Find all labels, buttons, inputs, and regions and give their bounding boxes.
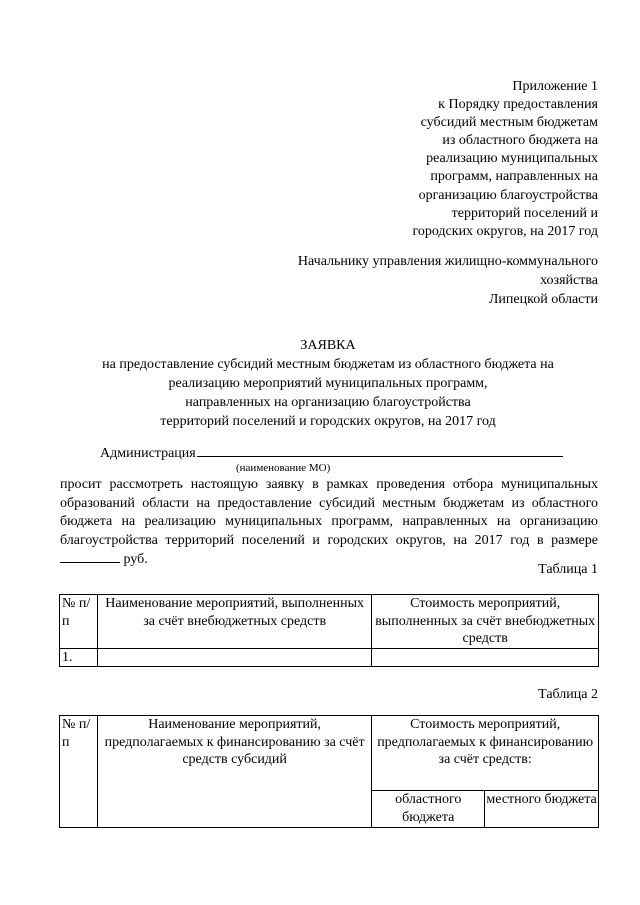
addressee-line: Начальнику управления жилищно-коммунального [297,254,598,269]
appendix-line: организацию благоустройства [418,187,598,203]
table2-label: Таблица 2 [538,687,598,702]
table1-cell [372,648,599,667]
table1-header-cell: Наименование мероприятий, выполненных за счёт внебюджетных средств [97,595,371,649]
administration-label: Администрация [100,446,196,461]
appendix-line: городских округов, на 2017 год [412,223,598,239]
table2-subheader-cell: областного бюджета [372,791,485,828]
appendix-block [338,78,598,241]
title-heading: ЗАЯВКА [300,338,356,353]
addressee-line: Липецкой области [488,292,598,307]
table2-subheader-cell: местного бюджета [485,791,599,828]
table1-header-cell: Стоимость мероприятий, выполненных за счёт внебюджетных средств [372,595,599,649]
document-title [60,336,596,431]
table-row [60,648,599,667]
request-text: просит рассмотреть настоящую заявку в рамках проведения отбора муниципальных образований области на предоставление субсидий местным бюджетам из областного бюджета на реализацию муниципальных программ, направленных на организацию благоустройства территорий поселений и городских округов, на 2017 год в размере [60,477,598,548]
appendix-line: Приложение 1 [512,79,598,94]
appendix-line: программ, направленных на [430,169,598,185]
table2-header-cell: Стоимость мероприятий, предполагаемых к финансированию за счёт средств: [372,716,599,791]
table2-header-cell: Наименование мероприятий, предполагаемых к финансированию за счёт средств субсидий [97,716,371,828]
title-line: направленных на организацию благоустройства [185,395,471,410]
addressee-block [218,252,598,309]
table1-header-cell: № п/п [60,595,98,649]
addressee-line: хозяйства [540,273,598,288]
appendix-line: к Порядку предоставления [438,97,598,113]
title-line: реализацию мероприятий муниципальных программ, [168,376,488,391]
table2-header-row [60,716,599,791]
amount-blank [60,550,120,563]
appendix-line: субсидий местным бюджетам [420,115,598,131]
title-line: на предоставление субсидий местным бюджетам из областного бюджета на [102,357,554,372]
table2 [59,715,599,828]
request-paragraph [60,476,598,570]
table1-header-row [60,595,599,649]
table1 [59,594,599,667]
appendix-line: из областного бюджета на [442,133,598,149]
table1-label: Таблица 1 [538,562,598,577]
municipality-caption: (наименование МО) [236,462,331,474]
appendix-line: территорий поселений и [451,205,598,221]
municipality-name-blank [197,442,563,457]
appendix-line: реализацию муниципальных [426,151,598,167]
table1-cell: 1. [60,648,98,667]
table1-cell [97,648,371,667]
currency-unit: руб. [120,552,148,568]
title-line: территорий поселений и городских округов, на 2017 год [160,414,496,429]
administration-line [100,442,563,463]
table2-header-cell: № п/п [60,716,98,828]
